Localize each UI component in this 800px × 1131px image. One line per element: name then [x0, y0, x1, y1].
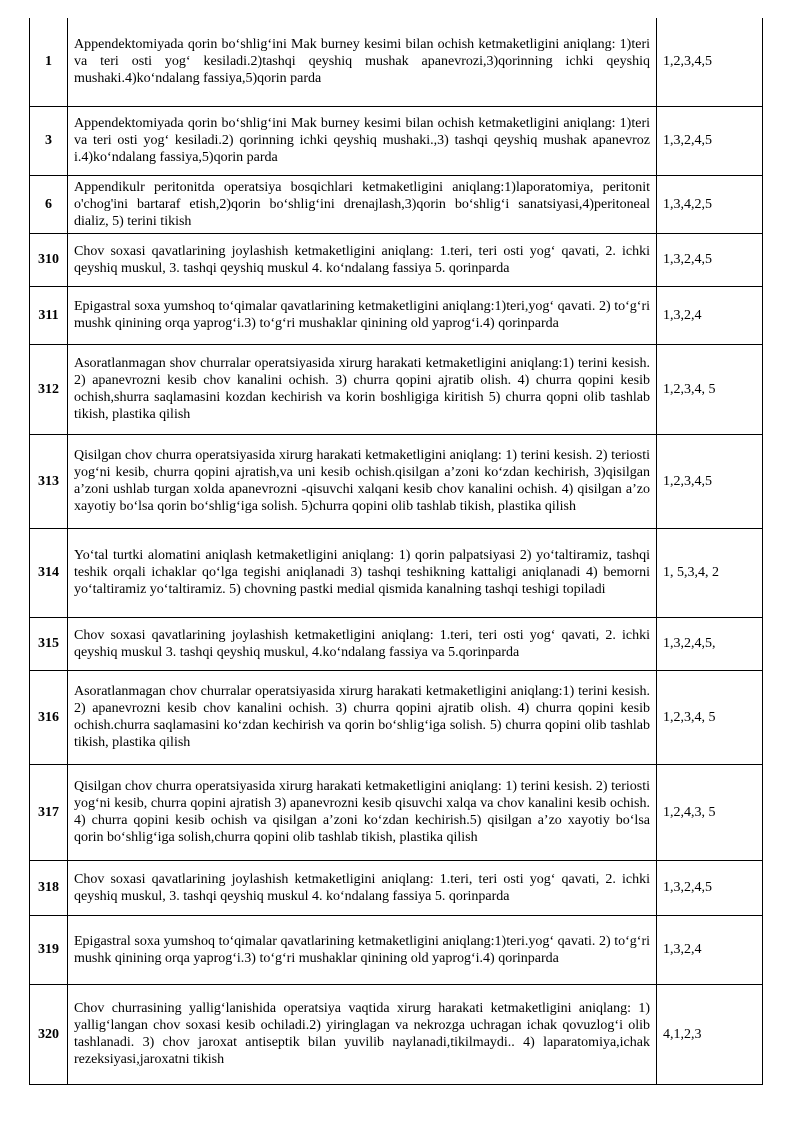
- question-number: 6: [30, 175, 68, 233]
- document-page: [29, 18, 762, 1085]
- question-number: 312: [30, 344, 68, 434]
- question-number: 316: [30, 670, 68, 764]
- table-row: [30, 984, 763, 1084]
- answer-sequence: 1,3,2,4,5: [657, 106, 763, 175]
- question-number: 311: [30, 286, 68, 344]
- answer-sequence: 1,3,2,4,5: [657, 233, 763, 286]
- answer-sequence: 1,2,3,4, 5: [657, 344, 763, 434]
- table-row: [30, 860, 763, 915]
- question-text: Asoratlanmagan shov churralar operatsiyasida xirurg harakati ketmaketligini aniqlang:1) terini kesish. 2) apanevrozni kesib chov kanalini ochish. 3) churra qopini ajratib olish. 4) churra qopini kesib ochish,shurra saqlamasini kozdan kechirish va korin boshligiga kiritish 5) churra qopni olib tashlab tikish, plastika qilish: [68, 344, 657, 434]
- table-row: [30, 344, 763, 434]
- question-number: 317: [30, 764, 68, 860]
- question-text: Chov churrasining yallig‘lanishida operatsiya vaqtida xirurg harakati ketmaketligini aniqlang: 1) yallig‘langan chov soxasi kesib ochiladi.2) yiringlagan va nekrozga uchragan ichak qovuzlog‘i olib tashlanadi. 3) chov jaroxat antiseptik bilan yuvilib naylanadi,tikilmaydi.. 4) laparatomiya,ichak rezeksiyasi,jaroxatni tikish: [68, 984, 657, 1084]
- question-text: Appendektomiyada qorin bo‘shlig‘ini Mak burney kesimi bilan ochish ketmaketligini aniqlang: 1)teri va teri osti yog‘ kesiladi.2) qorinning ichki qeyshiq mushaki.,3) tashqi qeyshiq mushak apanevroz i.4)ko‘ndalang fassiya,5)qorin parda: [68, 106, 657, 175]
- question-text: Epigastral soxa yumshoq to‘qimalar qavatlarining ketmaketligini aniqlang:1)teri,yog‘ qavati. 2) to‘g‘ri mushk qinining orqa yaprog‘i.3) to‘g‘ri mushaklar qinining old yaprog‘i.4) qorinparda: [68, 286, 657, 344]
- question-number: 3: [30, 106, 68, 175]
- table-row: [30, 670, 763, 764]
- question-number: 310: [30, 233, 68, 286]
- question-number: 314: [30, 528, 68, 617]
- answer-sequence: 1,2,3,4,5: [657, 434, 763, 528]
- question-number: 313: [30, 434, 68, 528]
- table-row: [30, 18, 763, 106]
- table-row: [30, 233, 763, 286]
- question-text: Qisilgan chov churra operatsiyasida xirurg harakati ketmaketligini aniqlang: 1) terini kesish. 2) teriosti yog‘ni kesib, churra qopini ajratish,va uni kesib ochish.qisilgan a’zoni ko‘zdan kechirish, 3)qisilgan a’zoni ushlab turgan xolda apanevrozni -qisuvchi xalqani kesib chov kanalini ochish. 4) qisilgan a’zo xayotiy bo‘lsa qorin bo‘shlig‘iga solish. 5)churra qopini olib tashlab tikish, plastika qilish: [68, 434, 657, 528]
- questions-table: [29, 18, 763, 1085]
- answer-sequence: 1,3,2,4,5,: [657, 617, 763, 670]
- table-row: [30, 106, 763, 175]
- answer-sequence: 1,3,2,4: [657, 915, 763, 984]
- answer-sequence: 1, 5,3,4, 2: [657, 528, 763, 617]
- answer-sequence: 1,2,3,4,5: [657, 18, 763, 106]
- question-number: 320: [30, 984, 68, 1084]
- answer-sequence: 1,3,2,4: [657, 286, 763, 344]
- answer-sequence: 1,2,4,3, 5: [657, 764, 763, 860]
- question-number: 318: [30, 860, 68, 915]
- table-row: [30, 528, 763, 617]
- answer-sequence: 4,1,2,3: [657, 984, 763, 1084]
- question-text: Chov soxasi qavatlarining joylashish ketmaketligini aniqlang: 1.teri, teri osti yog‘ qavati, 2. ichki qeyshiq muskul, 3. tashqi qeyshiq muskul 4. ko‘ndalang fassiya 5. qorinparda: [68, 860, 657, 915]
- table-row: [30, 286, 763, 344]
- table-row: [30, 434, 763, 528]
- question-number: 319: [30, 915, 68, 984]
- question-text: Chov soxasi qavatlarining joylashish ketmaketligini aniqlang: 1.teri, teri osti yog‘ qavati, 2. ichki qeyshiq muskul 3. tashqi qeyshiq muskul, 4.ko‘ndalang fassiya va 5.qorinparda: [68, 617, 657, 670]
- answer-sequence: 1,3,2,4,5: [657, 860, 763, 915]
- question-text: Epigastral soxa yumshoq to‘qimalar qavatlarining ketmaketligini aniqlang:1)teri.yog‘ qavati. 2) to‘g‘ri mushk qinining orqa yaprog‘i.3) to‘g‘ri mushaklar qinining old yaprog‘i.4) qorinparda: [68, 915, 657, 984]
- table-row: [30, 915, 763, 984]
- question-text: Appendektomiyada qorin bo‘shlig‘ini Mak burney kesimi bilan ochish ketmaketligini aniqlang: 1)teri va teri osti yog‘ kesiladi.2)tashqi qeyshiq mushak apanevrozi,3)qorinning ichki qeyshiq mushaki.4)ko‘ndalang fassiya,5)qorin parda: [68, 18, 657, 106]
- table-row: [30, 764, 763, 860]
- question-text: Asoratlanmagan chov churralar operatsiyasida xirurg harakati ketmaketligini aniqlang:1) terini kesish. 2) apanevrozni kesib chov kanalini ochish. 3) churra qopini ajratib olish. 4) churra qopini kesib ochish.churra saqlamasini ko‘zdan kechirish va qorin bo‘shlig‘iga solish. 5) churra qopini olib tashlab tikish, plastika qilish: [68, 670, 657, 764]
- question-text: Chov soxasi qavatlarining joylashish ketmaketligini aniqlang: 1.teri, teri osti yog‘ qavati, 2. ichki qeyshiq muskul, 3. tashqi qeyshiq muskul 4. ko‘ndalang fassiya 5. qorinparda: [68, 233, 657, 286]
- question-text: Qisilgan chov churra operatsiyasida xirurg harakati ketmaketligini aniqlang: 1) terini kesish. 2) teriosti yog‘ni kesib, churra qopini ajratish 3) apanevrozni kesib qisuvchi xalqa va chov kanalini kesib ochish. 4) churra qopini kesib ochish va qisilgan a’zoni ko‘zdan kechirish.5) qisilgan a’zo xayotiy bo‘lsa qorin bo‘shlig‘iga solish,churra qopini olib tashlab tikish, plastika qilish: [68, 764, 657, 860]
- question-text: Yo‘tal turtki alomatini aniqlash ketmaketligini aniqlang: 1) qorin palpatsiyasi 2) yo‘taltiramiz, tashqi teshik orqali ichaklar qo‘lga tegishi aniqlanadi 3) tashqi teshikning kattaligi aniqlanadi 4) bemorni yo‘taltiramiz yo‘taltiramiz. 5) chovning pastki medial qismida kanalning tashqi teshigi topiladi: [68, 528, 657, 617]
- question-number: 315: [30, 617, 68, 670]
- question-text: Appendikulr peritonitda operatsiya bosqichlari ketmaketligini aniqlang:1)laporatomiya, peritonit o'chog'ini bartaraf etish,2)qorin bo‘shlig‘ini drenajlash,3)qorin bo‘shlig‘i sanatsiyasi,4)peritoneal dializ, 5) terini tikish: [68, 175, 657, 233]
- answer-sequence: 1,3,4,2,5: [657, 175, 763, 233]
- answer-sequence: 1,2,3,4, 5: [657, 670, 763, 764]
- question-number: 1: [30, 18, 68, 106]
- table-row: [30, 175, 763, 233]
- table-row: [30, 617, 763, 670]
